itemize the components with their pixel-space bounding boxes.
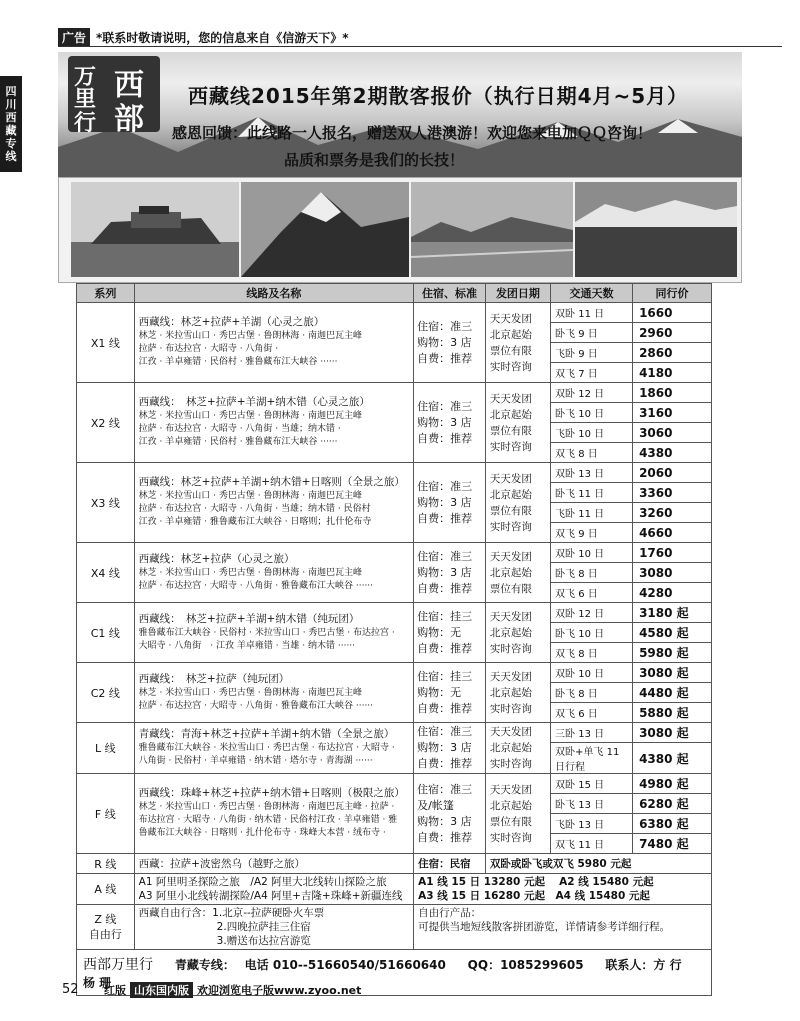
departure-line: 实时咨询 <box>489 642 532 655</box>
traffic-cell: 双卧 13 日 <box>551 463 633 483</box>
route-name: 西藏线：林芝+拉萨+羊湖（心灵之旅） <box>138 316 325 328</box>
stay-line: 购物：3 店 <box>417 335 472 349</box>
series-cell: C1 线 <box>77 603 135 663</box>
contact-person: 联系人：方 行 杨 珊 <box>83 958 706 990</box>
stay-line: 住宿：准三 <box>417 479 473 493</box>
price-cell: 4660 <box>633 523 712 543</box>
traffic-cell: 卧飞 11 日 <box>551 483 633 503</box>
route-cell <box>134 543 413 603</box>
departure-line: 实时咨询 <box>489 831 532 844</box>
traffic-cell: 双卧 12 日 <box>551 383 633 403</box>
route-detail: 林芝 · 米拉雪山口 · 秀巴古堡 · 鲁朗林海 · 南迦巴瓦主峰 <box>138 331 363 341</box>
stay-line: 购物：无 <box>417 625 462 639</box>
ad-notice: *联系时敬请说明，您的信息来自《信游天下》* <box>96 30 349 45</box>
side-char: 四 <box>5 85 17 98</box>
route-detail: 林芝 · 米拉雪山口 · 秀巴古堡 · 鲁朗林海 · 南迦巴瓦主峰 <box>138 567 363 578</box>
series-cell: X3 线 <box>77 463 135 543</box>
price-cell: 3060 <box>633 423 712 443</box>
stay-cell <box>414 543 486 603</box>
price-cell: 2060 <box>633 463 712 483</box>
price-cell: 4380 起 <box>633 743 712 774</box>
departure-line: 北京起始 <box>489 742 532 754</box>
header-stay: 住宿、标准 <box>414 284 486 303</box>
series-cell <box>77 905 135 950</box>
route-cell <box>134 603 413 663</box>
product-title: 自由行产品： <box>418 907 482 919</box>
stay-line: 自费：推荐 <box>417 641 473 655</box>
price-cell: 5980 起 <box>633 643 712 663</box>
stay-cell <box>414 463 486 543</box>
stay-line: 住宿：挂三 <box>417 609 473 623</box>
logo-char: 万 <box>74 64 97 90</box>
departure-cell <box>485 463 550 543</box>
traffic-cell: 双卧 10 日 <box>551 663 633 683</box>
page-number: 52 <box>62 982 79 997</box>
route-name: 西藏线：珠峰+林芝+拉萨+纳木错+日喀则（极限之旅） <box>138 787 405 799</box>
traffic-cell: 双飞 9 日 <box>551 523 633 543</box>
header-route: 线路及名称 <box>134 284 413 303</box>
price-cell: 3080 <box>633 563 712 583</box>
table-row <box>77 303 712 323</box>
side-label <box>0 76 22 172</box>
stay-cell <box>414 303 486 383</box>
price-table <box>76 283 712 996</box>
series-cell: C2 线 <box>77 663 135 723</box>
departure-line: 北京起始 <box>489 488 532 501</box>
price-cell: 7480 起 <box>633 834 712 854</box>
traffic-cell: 飞卧 9 日 <box>551 343 633 363</box>
stay-line: 住宿：准三 <box>417 319 473 333</box>
agency-name: 西部万里行 <box>83 957 153 973</box>
table-header <box>77 284 712 303</box>
route-name: 西藏线：林芝+拉萨（心灵之旅） <box>138 552 295 565</box>
table-row-z <box>77 905 712 950</box>
logo-char: 部 <box>114 102 144 137</box>
departure-line: 实时咨询 <box>489 758 532 770</box>
price-cell: 4380 <box>633 443 712 463</box>
departure-cell <box>485 774 550 854</box>
series-cell: X4 线 <box>77 543 135 603</box>
traffic-cell: 卧飞 8 日 <box>551 683 633 703</box>
traffic-cell: 双卧 12 日 <box>551 603 633 623</box>
stay-line: 自费：推荐 <box>417 581 473 595</box>
departure-line: 票位有限 <box>489 424 532 437</box>
stay-cell: 住宿：民宿 <box>414 854 486 874</box>
price-cell: 4980 起 <box>633 774 712 794</box>
departure-line: 天天发团 <box>489 726 532 738</box>
table-row <box>77 463 712 483</box>
price-cell: 3260 <box>633 503 712 523</box>
departure-line: 票位有限 <box>489 815 532 828</box>
route-cell <box>134 663 413 723</box>
promo-text: 感恩回馈：此线路一人报名，赠送双人港澳游！欢迎您来电加ＱＱ咨询！ <box>172 124 653 142</box>
traffic-cell: 双卧 15 日 <box>551 774 633 794</box>
qq-number: QQ：1085299605 <box>467 958 584 972</box>
departure-line: 天天发团 <box>489 783 532 796</box>
valley-photo <box>411 182 573 277</box>
price-cell: 4280 <box>633 583 712 603</box>
price-cell: 4580 起 <box>633 623 712 643</box>
route-detail: 雅鲁藏布江大峡谷 · 米拉雪山口 · 秀巴古堡 · 布达拉宫 · 大昭寺 · <box>138 743 395 753</box>
price-cell: 4480 起 <box>633 683 712 703</box>
stay-line: 购物：3 店 <box>417 415 472 429</box>
product-desc: 可提供当地短线散客拼团游览，详情请参考详细行程。 <box>418 921 671 933</box>
traffic-cell: 卧飞 10 日 <box>551 623 633 643</box>
departure-line: 北京起始 <box>489 626 532 639</box>
route-detail: 拉萨 · 布达拉宫 · 大昭寺 · 八角街 · 当雄；纳木错 · <box>138 424 341 434</box>
potala-palace-photo <box>71 182 239 277</box>
side-char: 线 <box>5 150 17 163</box>
traffic-cell: 双卧+单飞 11 日行程 <box>551 743 633 774</box>
series-cell: X2 线 <box>77 383 135 463</box>
route-detail: 林芝 · 米拉雪山口 · 秀巴古堡 · 鲁朗林海 · 南迦巴瓦主峰 <box>138 491 363 501</box>
banner <box>58 52 742 177</box>
series-cell: L 线 <box>77 723 135 774</box>
stay-line: 自费：推荐 <box>417 431 473 445</box>
ad-header <box>58 28 349 46</box>
route-line: A1 阿里明圣探险之旅 /A2 阿里大北线转山探险之旅 <box>138 876 387 888</box>
stay-line: 住宿：准三 <box>417 549 473 563</box>
price-cell: 3080 起 <box>633 723 712 743</box>
departure-line: 北京起始 <box>489 566 532 579</box>
traffic-cell: 双飞 8 日 <box>551 643 633 663</box>
price-cell: 2860 <box>633 343 712 363</box>
price-cell: 1760 <box>633 543 712 563</box>
route-detail: 拉萨 · 布达拉宫 · 大昭寺 · 八角街 · 雅鲁藏布江大峡谷 ······ <box>138 700 374 711</box>
route-line: A3 阿里小北线转湖探险/A4 阿里+吉隆+珠峰+新疆连线 <box>138 890 403 902</box>
phone-number: 电话 010--51660540/51660640 <box>244 958 446 972</box>
traffic-cell: 卧飞 10 日 <box>551 403 633 423</box>
stay-line: 购物：3 店 <box>417 741 472 754</box>
table-row <box>77 774 712 794</box>
series-cell: R 线 <box>77 854 135 874</box>
price-cell: 3180 起 <box>633 603 712 623</box>
product-cell <box>414 905 712 950</box>
departure-line: 北京起始 <box>489 686 532 699</box>
traffic-cell: 飞卧 10 日 <box>551 423 633 443</box>
price-cell: 2960 <box>633 323 712 343</box>
header-departure: 发团日期 <box>485 284 550 303</box>
stay-cell <box>414 383 486 463</box>
agency-logo <box>68 56 160 137</box>
stay-line: 购物：3 店 <box>417 565 472 579</box>
price-cell: 4180 <box>633 363 712 383</box>
route-cell: 西藏：拉萨+波密然乌（越野之旅） <box>134 854 413 874</box>
logo-char: 里 <box>74 86 97 112</box>
traffic-cell: 卧飞 8 日 <box>551 563 633 583</box>
price-line: A3 线 15 日 16280 元起 A4 线 15480 元起 <box>418 890 650 902</box>
stay-cell <box>414 663 486 723</box>
stay-line: 住宿：挂三 <box>417 669 473 683</box>
stay-cell <box>414 723 486 774</box>
departure-line: 北京起始 <box>489 799 532 812</box>
footer-section: 山东国内版 <box>130 982 193 998</box>
traffic-cell: 双飞 7 日 <box>551 363 633 383</box>
table-row <box>77 663 712 683</box>
departure-line: 天天发团 <box>489 392 532 405</box>
stay-line: 自费：推荐 <box>417 511 473 525</box>
price-cell <box>414 874 712 905</box>
route-detail: 布达拉宫 · 大昭寺 · 八角街 · 纳木错 · 民俗村江孜 · 羊卓雍错 · 雅 <box>138 815 398 825</box>
route-name: 西藏线： 林芝+拉萨+羊湖+纳木错（纯玩团） <box>138 612 360 625</box>
departure-line: 北京起始 <box>489 408 532 421</box>
traffic-cell: 卧飞 9 日 <box>551 323 633 343</box>
departure-line: 实时咨询 <box>489 520 532 533</box>
route-detail: 林芝 · 米拉雪山口 · 秀巴古堡 · 鲁朗林海 · 南迦巴瓦主峰 <box>138 687 363 698</box>
header-price: 同行价 <box>633 284 712 303</box>
ad-tag: 广告 <box>58 28 90 47</box>
table-row-r <box>77 854 712 874</box>
route-detail: 雅鲁藏布江大峡谷 · 民俗村 · 米拉雪山口 · 秀巴古堡 · 布达拉宫 · <box>138 627 395 638</box>
stay-line: 购物：无 <box>417 685 462 699</box>
price-cell: 6380 起 <box>633 814 712 834</box>
stay-cell <box>414 774 486 854</box>
route-detail: 大昭寺 · 八角街 · 江孜 羊卓雍错 · 当雄 · 纳木错 ······ <box>138 640 356 651</box>
departure-line: 票位有限 <box>489 582 532 595</box>
route-cell <box>134 774 413 854</box>
route-cell <box>134 463 413 543</box>
route-cell <box>134 723 413 774</box>
traffic-cell: 双卧 10 日 <box>551 543 633 563</box>
price-cell: 双卧或卧飞或双飞 5980 元起 <box>485 854 711 874</box>
table-row-a <box>77 874 712 905</box>
price-cell: 1860 <box>633 383 712 403</box>
route-cell <box>134 905 413 950</box>
price-cell: 5880 起 <box>633 703 712 723</box>
departure-line: 实时咨询 <box>489 440 532 453</box>
route-cell <box>134 874 413 905</box>
traffic-cell: 双飞 6 日 <box>551 583 633 603</box>
route-name: 西藏线：林芝+拉萨+羊湖+纳木错+日喀则（全景之旅） <box>138 476 405 488</box>
route-cell <box>134 303 413 383</box>
departure-line: 天天发团 <box>489 610 532 623</box>
route-detail: 鲁藏布江大峡谷 · 日喀则 · 扎什伦布寺 · 珠峰大本营 · 绒布寺 · <box>138 828 386 838</box>
traffic-cell: 卧飞 13 日 <box>551 794 633 814</box>
stay-line: 住宿：准三 <box>417 725 473 738</box>
slogan-text: 品质和票务是我们的长技！ <box>284 151 465 169</box>
series-cell: X1 线 <box>77 303 135 383</box>
traffic-cell: 双飞 8 日 <box>551 443 633 463</box>
route-line: 3.赠送布达拉宫游览 <box>216 935 311 947</box>
stay-cell <box>414 603 486 663</box>
departure-line: 实时咨询 <box>489 360 532 373</box>
price-cell: 6280 起 <box>633 794 712 814</box>
logo-char: 西 <box>114 68 144 103</box>
departure-cell <box>485 663 550 723</box>
price-cell: 3160 <box>633 403 712 423</box>
departure-cell <box>485 543 550 603</box>
route-line: 西藏自由行含：1.北京--拉萨硬卧火车票 <box>138 907 325 919</box>
side-char: 西 <box>5 111 17 124</box>
footer-text <box>104 982 361 998</box>
route-line: 2.四晚拉萨挂三住宿 <box>216 921 311 933</box>
route-name: 西藏线： 林芝+拉萨+羊湖+纳木错（心灵之旅） <box>138 396 370 408</box>
stay-line: 购物：3 店 <box>417 495 472 509</box>
route-detail: 拉萨 · 布达拉宫 · 大昭寺 · 八角街 · 雅鲁藏布江大峡谷 ······ <box>138 580 374 591</box>
side-char: 藏 <box>5 124 17 137</box>
route-detail: 拉萨 · 布达拉宫 · 大昭寺 · 八角街 · 当雄；纳木错 · 民俗村 <box>138 504 371 514</box>
stay-line: 自费：推荐 <box>417 757 473 770</box>
stay-line: 住宿：准三 <box>417 399 473 413</box>
lake-photo <box>575 182 737 277</box>
page-title: 西藏线2015年第2期散客报价（执行日期4月~5月） <box>188 84 689 108</box>
route-cell <box>134 383 413 463</box>
table-row <box>77 723 712 743</box>
stay-line: 自费：推荐 <box>417 830 473 844</box>
traffic-cell: 双卧 11 日 <box>551 303 633 323</box>
route-name: 西藏线： 林芝+拉萨（纯玩团） <box>138 672 290 685</box>
departure-cell <box>485 303 550 383</box>
route-detail: 林芝 · 米拉雪山口 · 秀巴古堡 · 鲁朗林海 · 南迦巴瓦主峰 <box>138 411 363 421</box>
series-cell: F 线 <box>77 774 135 854</box>
series-cell: A 线 <box>77 874 135 905</box>
stay-line: 自费：推荐 <box>417 351 473 365</box>
price-cell: 3080 起 <box>633 663 712 683</box>
departure-line: 北京起始 <box>489 328 532 341</box>
departure-line: 天天发团 <box>489 550 532 563</box>
route-detail: 拉萨 · 布达拉宫 · 大昭寺 · 八角街 · <box>138 344 279 354</box>
side-char: 专 <box>5 137 17 150</box>
departure-line: 天天发团 <box>489 312 532 325</box>
photo-strip <box>58 177 742 283</box>
stay-line: 及/帐篷 <box>417 798 454 812</box>
traffic-cell: 飞卧 13 日 <box>551 814 633 834</box>
departure-line: 天天发团 <box>489 670 532 683</box>
price-cell: 3360 <box>633 483 712 503</box>
departure-line: 天天发团 <box>489 472 532 485</box>
departure-line: 实时咨询 <box>489 702 532 715</box>
departure-cell <box>485 723 550 774</box>
table-row <box>77 603 712 623</box>
price-cell: 1660 <box>633 303 712 323</box>
header-series: 系列 <box>77 284 135 303</box>
departure-cell <box>485 603 550 663</box>
route-name: 青藏线：青海+林芝+拉萨+羊湖+纳木错（全景之旅） <box>138 728 395 740</box>
route-detail: 江孜 · 羊卓雍错 · 雅鲁藏布江大峡谷 · 日喀则；扎什伦布寺 <box>138 517 372 527</box>
departure-line: 票位有限 <box>489 504 532 517</box>
traffic-cell: 飞卧 11 日 <box>551 503 633 523</box>
traffic-cell: 双飞 6 日 <box>551 703 633 723</box>
header-traffic: 交通天数 <box>551 284 633 303</box>
logo-char: 行 <box>74 110 97 136</box>
table-row <box>77 383 712 403</box>
route-detail: 林芝 · 米拉雪山口 · 秀巴古堡 · 鲁朗林海 · 南迦巴瓦主峰 · 拉萨 · <box>138 802 395 812</box>
line-label: 青藏专线： <box>174 958 235 972</box>
footer-site: 欢迎浏览电子版www.zyoo.net <box>197 984 362 997</box>
route-detail: 江孜 · 羊卓雍错 · 民俗村 · 雅鲁藏布江大峡谷 ······ <box>138 437 338 447</box>
stay-line: 自费：推荐 <box>417 701 473 715</box>
top-divider <box>58 46 782 47</box>
price-line: A1 线 15 日 13280 元起 A2 线 15480 元起 <box>418 876 654 888</box>
series-line: 自由行 <box>88 928 122 941</box>
everest-photo <box>241 182 409 277</box>
stay-line: 购物：3 店 <box>417 814 472 828</box>
stay-line: 住宿：准三 <box>417 782 473 796</box>
departure-line: 票位有限 <box>489 344 532 357</box>
table-row <box>77 543 712 563</box>
departure-cell <box>485 383 550 463</box>
traffic-cell: 三卧 13 日 <box>551 723 633 743</box>
footer-edition: 红版 <box>104 984 126 997</box>
route-detail: 江孜 · 羊卓雍错 · 民俗村 · 雅鲁藏布江大峡谷 ······ <box>138 357 338 367</box>
traffic-cell: 双飞 11 日 <box>551 834 633 854</box>
route-detail: 八角街 · 民俗村 · 羊卓雍错 · 纳木错 · 塔尔寺 · 青海湖 ······ <box>138 756 373 766</box>
side-char: 川 <box>5 98 17 111</box>
series-line: Z 线 <box>94 913 117 926</box>
